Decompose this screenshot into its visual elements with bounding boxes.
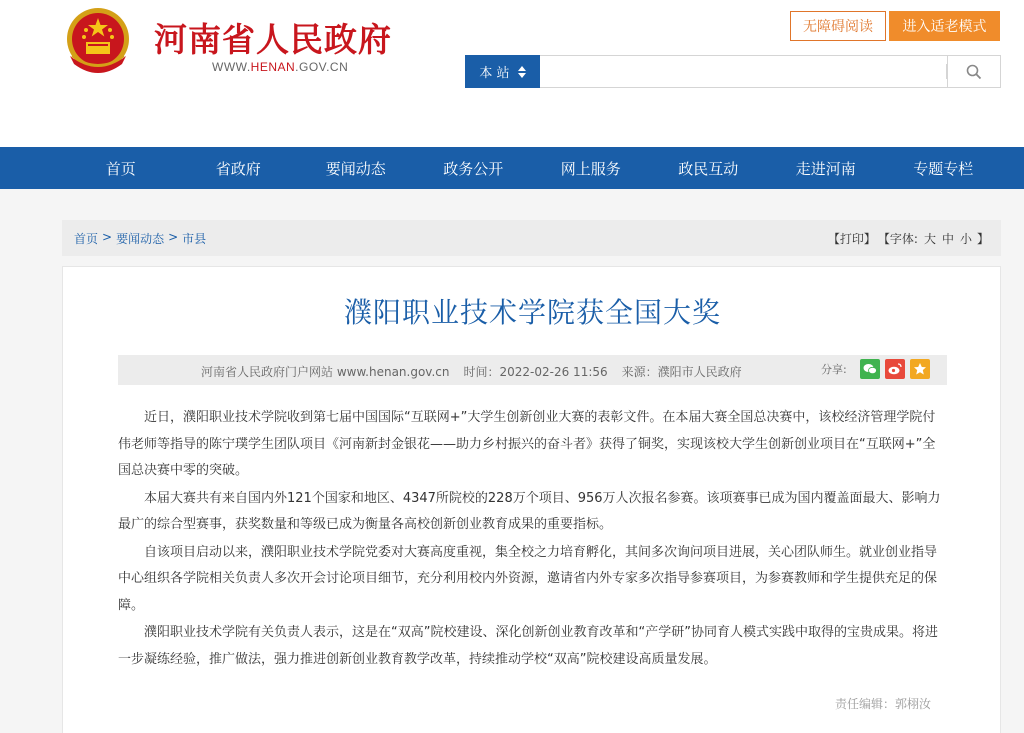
nav-item-interaction[interactable]: 政民互动 <box>678 159 739 178</box>
search-icon <box>966 64 982 80</box>
favorite-star-icon[interactable] <box>910 359 930 379</box>
nav-item-online-services[interactable]: 网上服务 <box>560 159 621 178</box>
weibo-share-icon[interactable] <box>885 359 905 379</box>
search-input[interactable] <box>540 55 948 88</box>
page-tools <box>828 230 989 247</box>
breadcrumb-separator: > <box>168 229 179 244</box>
responsible-editor: 责任编辑：郭栩汝 <box>835 697 932 711</box>
meta-source-site: 河南省人民政府门户网站 www.henan.gov.cn <box>201 365 450 379</box>
share-bar <box>821 359 930 379</box>
nav-item-topics[interactable]: 专题专栏 <box>913 159 974 178</box>
share-label: 分享: <box>821 363 847 376</box>
search-scope-label: 本 站 <box>479 66 510 81</box>
nav-item-public-affairs[interactable]: 政务公开 <box>443 159 504 178</box>
article-meta-bar <box>118 355 947 385</box>
nav-item-news[interactable]: 要闻动态 <box>325 159 386 178</box>
main-nav <box>0 147 1024 189</box>
font-size-suffix: 】 <box>976 231 989 246</box>
font-large-button[interactable]: 大 <box>923 231 936 246</box>
font-size-prefix: 【字体: <box>877 231 918 246</box>
article-paragraph: 近日，濮阳职业技术学院收到第七届中国国际“互联网+”大学生创新创业大赛的表彰文件。在本届大赛全国总决赛中，该校经济管理学院付伟老师等指导的陈宁璞学生团队项目《河南新封金银花——助力乡村振兴的奋斗者》获得了铜奖，实现该校大学生创新创业项目在“互联网+”全国总决赛中零的突破。 <box>118 410 936 478</box>
elder-mode-button[interactable]: 进入适老模式 <box>889 11 1000 41</box>
breadcrumb-news[interactable]: 要闻动态 <box>116 231 165 246</box>
site-url <box>212 60 348 74</box>
accessibility-button[interactable]: 无障碍阅读 <box>790 11 886 41</box>
article-paragraph: 自该项目启动以来，濮阳职业技术学院党委对大赛高度重视，集全校之力培育孵化，其间多次询问项目进展，关心团队师生。就业创业指导中心组织各学院相关负责人多次开会讨论项目细节，充分利用校内外资源，邀请省内外专家多次指导参赛项目，为参赛教师和学生提供充足的保障。 <box>118 544 938 613</box>
article-title: 濮阳职业技术学院获全国大奖 <box>343 296 721 329</box>
breadcrumb-separator: > <box>102 229 113 244</box>
nav-item-government[interactable]: 省政府 <box>215 159 261 178</box>
site-title[interactable]: 河南省人民政府 <box>154 20 392 59</box>
breadcrumb-city-county[interactable]: 市县 <box>182 231 207 246</box>
sort-arrows-icon <box>518 66 526 78</box>
nav-item-about-henan[interactable]: 走进河南 <box>795 159 856 178</box>
font-small-button[interactable]: 小 <box>959 231 972 246</box>
breadcrumb-bar <box>62 220 1001 256</box>
article-container <box>62 266 1001 733</box>
search-divider <box>946 64 947 79</box>
nav-item-home[interactable]: 首页 <box>105 159 136 178</box>
font-medium-button[interactable]: 中 <box>941 231 954 246</box>
wechat-share-icon[interactable] <box>860 359 880 379</box>
breadcrumb-home[interactable]: 首页 <box>74 231 99 246</box>
article-meta <box>201 363 742 380</box>
breadcrumb <box>74 230 206 247</box>
site-url-prefix: WWW. <box>212 60 251 74</box>
site-header <box>0 0 1024 147</box>
article-paragraph: 濮阳职业技术学院有关负责人表示，这是在“双高”院校建设、深化创新创业教育改革和“产学研”协同育人模式实践中取得的宝贵成果。将进一步凝练经验，推广做法，强力推进创新创业教育教学改革，持续推动学校“双高”院校建设高质量发展。 <box>118 625 938 667</box>
national-emblem-icon[interactable] <box>62 6 134 82</box>
search-scope-select[interactable] <box>465 55 540 88</box>
site-url-brand: HENAN <box>250 60 296 74</box>
print-button[interactable]: 【打印】 <box>827 231 876 246</box>
article-paragraph: 本届大赛共有来自国内外121个国家和地区、4347所院校的228万个项目、956万人次报名参赛。该项赛事已成为国内覆盖面最大、影响力最广的综合型赛事，获奖数量和等级已成为衡量各高校创新创业教育成果的重要指标。 <box>118 490 941 532</box>
meta-origin: 来源：濮阳市人民政府 <box>621 365 742 379</box>
article-body <box>118 405 948 674</box>
search-button[interactable] <box>948 55 1001 88</box>
meta-time: 时间：2022-02-26 11:56 <box>463 365 608 379</box>
site-url-suffix: .GOV.CN <box>295 60 349 74</box>
